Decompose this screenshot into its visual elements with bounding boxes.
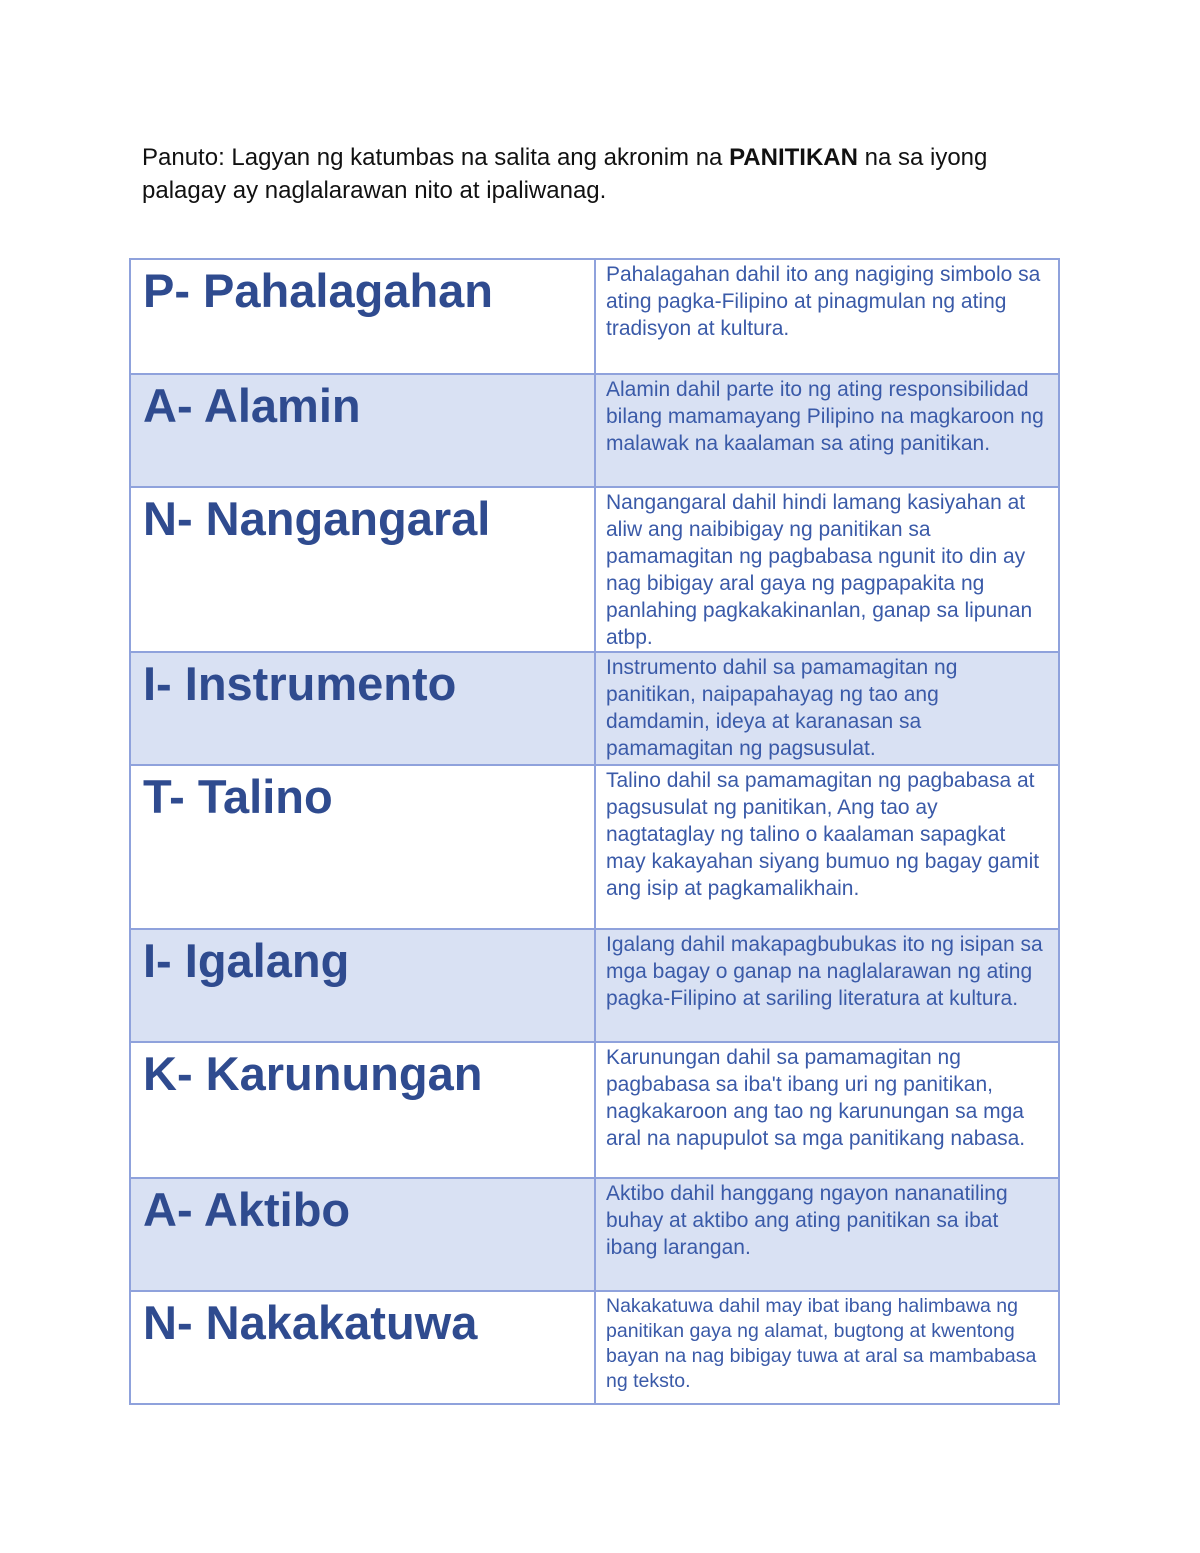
table-row [130,765,1059,929]
instruction-text [142,141,1062,207]
description-cell [595,929,1059,1042]
word-cell [130,1291,595,1404]
instruction-part1: Panuto: Lagyan ng katumbas na salita ang akronim na [142,144,730,171]
table-row [130,652,1059,765]
instruction-part2: na sa iyong palagay ay naglalarawan nito at ipaliwanag. [142,144,988,204]
acronym-word-label: T- Talino [143,770,333,823]
description-text: Igalang dahil makapagbubukas ito ng isipan sa mga bagay o ganap na naglalarawan ng ating pagka-Filipino at sariling literatura at kultura. [606,933,1043,1010]
word-cell [130,259,595,374]
acronym-table [129,258,1060,1405]
table-row [130,1291,1059,1404]
word-cell [130,1178,595,1291]
description-text: Nangangaral dahil hindi lamang kasiyahan at aliw ang naibibigay ng panitikan sa pamamagitan ng pagbabasa ngunit ito din ay nag bibigay aral gaya ng pagpapakita ng panlahing pagkakakinanlan, ganap sa lipunan atbp. [606,491,1033,649]
acronym-word: PANITIKAN [729,144,858,171]
acronym-word-label: P- Pahalagahan [143,264,493,317]
description-cell [595,765,1059,929]
description-cell [595,1291,1059,1404]
description-text: Alamin dahil parte ito ng ating responsibilidad bilang mamamayang Pilipino na magkaroon ng malawak na kaalaman sa ating panitikan. [606,378,1044,455]
description-text: Talino dahil sa pamamagitan ng pagbabasa at pagsusulat ng panitikan, Ang tao ay nagtataglay ng talino o kaalaman sapagkat may kakayahan siyang bumuo ng bagay gamit ang isip at pagkamalikhain. [606,769,1040,900]
description-text: Instrumento dahil sa pamamagitan ng panitikan, naipapahayag ng tao ang damdamin, ideya at karanasan sa pamamagitan ng pagsusulat. [606,656,958,760]
description-text: Nakakatuwa dahil may ibat ibang halimbawa ng panitikan gaya ng alamat, bugtong at kwentong bayan na nag bibigay tuwa at aral sa mambabasa ng teksto. [606,1295,1037,1392]
table-row [130,1178,1059,1291]
acronym-word-label: N- Nakakatuwa [143,1296,478,1349]
table-row [130,259,1059,374]
acronym-word-label: A- Alamin [143,379,361,432]
word-cell [130,765,595,929]
table-row [130,929,1059,1042]
acronym-word-label: K- Karunungan [143,1047,483,1100]
acronym-word-label: I- Instrumento [143,657,457,710]
description-cell [595,374,1059,487]
acronym-word-label: A- Aktibo [143,1183,351,1236]
acronym-word-label: N- Nangangaral [143,492,491,545]
word-cell [130,487,595,652]
table-row [130,487,1059,652]
description-text: Aktibo dahil hanggang ngayon nananatiling buhay at aktibo ang ating panitikan sa ibat ibang larangan. [606,1182,1008,1259]
description-cell [595,259,1059,374]
description-cell [595,1042,1059,1178]
description-cell [595,652,1059,765]
word-cell [130,652,595,765]
table-row [130,1042,1059,1178]
word-cell [130,374,595,487]
acronym-word-label: I- Igalang [143,934,350,987]
description-text: Pahalagahan dahil ito ang nagiging simbolo sa ating pagka-Filipino at pinagmulan ng ating tradisyon at kultura. [606,263,1041,340]
description-text: Karunungan dahil sa pamamagitan ng pagbabasa sa iba't ibang uri ng panitikan, nagkakaroon ang tao ng karunungan sa mga aral na napupulot sa mga panitikang nabasa. [606,1046,1026,1150]
description-cell [595,487,1059,652]
word-cell [130,1042,595,1178]
word-cell [130,929,595,1042]
table-row [130,374,1059,487]
description-cell [595,1178,1059,1291]
